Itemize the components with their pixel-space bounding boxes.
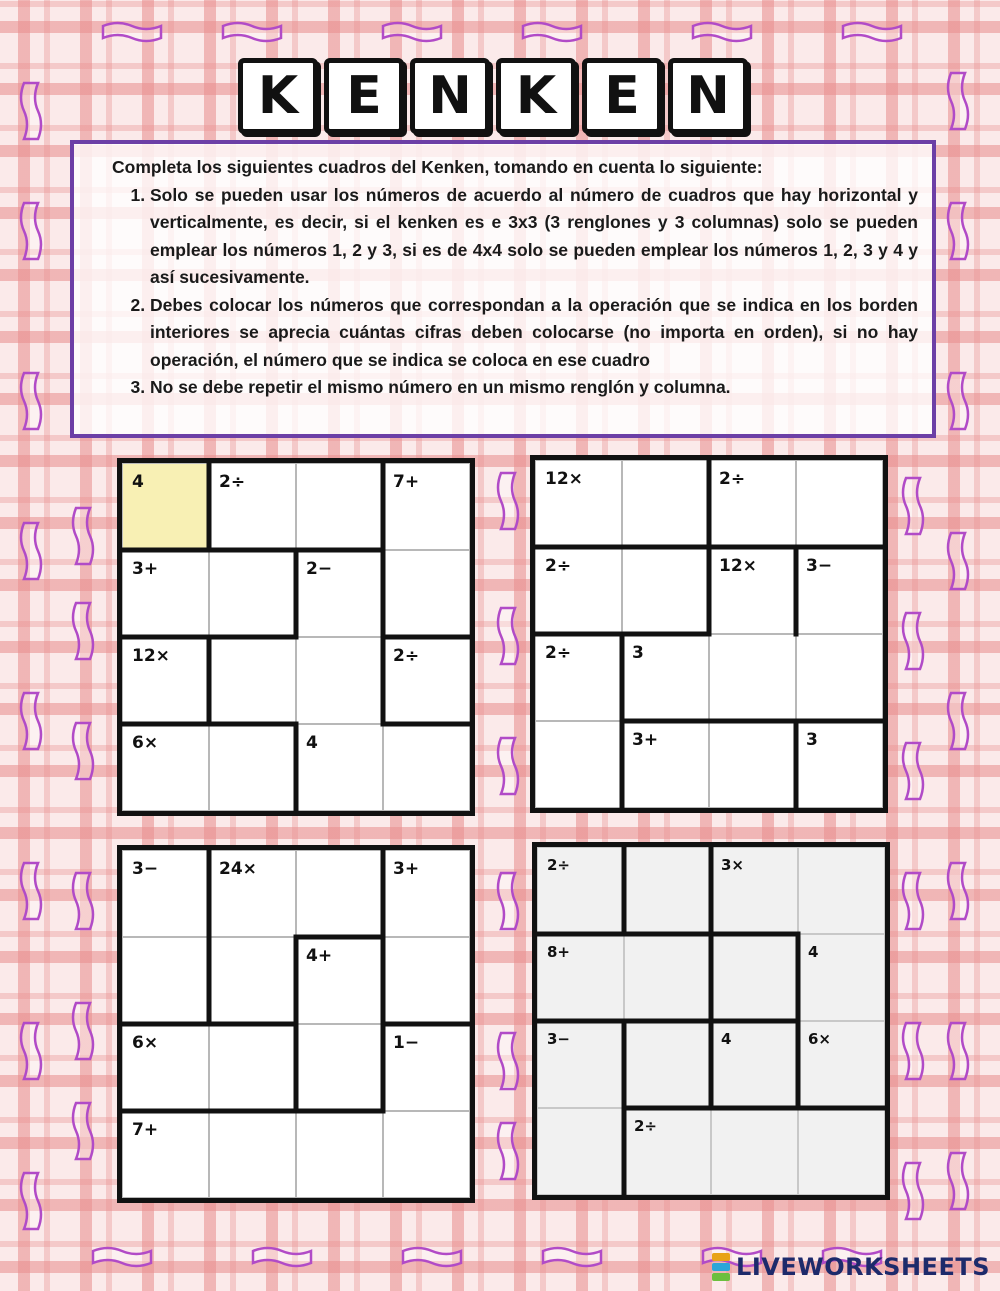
puzzle-cell[interactable]: 3+ <box>122 550 209 637</box>
puzzle-cell[interactable] <box>798 1108 885 1195</box>
puzzle-cell[interactable]: 4 <box>296 724 383 811</box>
decorative-ribbon-icon <box>495 470 521 532</box>
puzzle-grid <box>535 460 883 808</box>
title-letter: E <box>324 58 404 134</box>
puzzle-cell[interactable]: 2÷ <box>209 463 296 550</box>
puzzle-cell[interactable] <box>209 724 296 811</box>
puzzle-cell[interactable] <box>535 721 622 808</box>
title <box>238 58 748 134</box>
decorative-ribbon-icon <box>945 690 971 752</box>
puzzle-cell[interactable]: 3 <box>622 634 709 721</box>
puzzle-cell[interactable] <box>383 724 470 811</box>
puzzle-cell[interactable]: 3− <box>122 850 209 937</box>
puzzle-cell[interactable] <box>296 637 383 724</box>
puzzle-cell[interactable] <box>209 637 296 724</box>
decorative-ribbon-icon <box>900 740 926 802</box>
puzzle-grid <box>122 850 470 1198</box>
title-letter: N <box>410 58 490 134</box>
puzzle-grid <box>537 847 885 1195</box>
kenken-puzzle-3 <box>117 845 475 1203</box>
puzzle-cell[interactable]: 4 <box>122 463 209 550</box>
instructions-list <box>112 182 918 402</box>
decorative-ribbon-icon <box>495 605 521 667</box>
decorative-ribbon-icon <box>900 1160 926 1222</box>
puzzle-cell[interactable]: 12× <box>709 547 796 634</box>
puzzle-cell[interactable]: 7+ <box>122 1111 209 1198</box>
decorative-ribbon-icon <box>840 20 904 44</box>
logo-icon <box>712 1253 730 1281</box>
puzzle-cell[interactable] <box>383 550 470 637</box>
instructions-box <box>70 140 936 438</box>
decorative-ribbon-icon <box>945 860 971 922</box>
puzzle-cell[interactable] <box>537 1108 624 1195</box>
puzzle-cell[interactable] <box>796 634 883 721</box>
puzzle-cell[interactable]: 3− <box>796 547 883 634</box>
puzzle-cell[interactable] <box>622 547 709 634</box>
puzzle-cell[interactable]: 8+ <box>537 934 624 1021</box>
puzzle-cell[interactable]: 2÷ <box>535 634 622 721</box>
puzzle-cell[interactable] <box>711 934 798 1021</box>
decorative-ribbon-icon <box>400 1245 464 1269</box>
puzzle-cell[interactable]: 12× <box>122 637 209 724</box>
title-letter: K <box>238 58 318 134</box>
puzzle-cell[interactable] <box>709 721 796 808</box>
decorative-ribbon-icon <box>250 1245 314 1269</box>
decorative-ribbon-icon <box>18 200 44 262</box>
decorative-ribbon-icon <box>70 600 96 662</box>
puzzle-cell[interactable]: 2− <box>296 550 383 637</box>
decorative-ribbon-icon <box>690 20 754 44</box>
decorative-ribbon-icon <box>945 370 971 432</box>
title-letter: E <box>582 58 662 134</box>
decorative-ribbon-icon <box>18 1170 44 1232</box>
decorative-ribbon-icon <box>18 1020 44 1082</box>
decorative-ribbon-icon <box>70 1100 96 1162</box>
decorative-ribbon-icon <box>945 70 971 132</box>
decorative-ribbon-icon <box>945 200 971 262</box>
decorative-ribbon-icon <box>900 475 926 537</box>
puzzle-cell[interactable] <box>296 850 383 937</box>
puzzle-grid <box>122 463 470 811</box>
puzzle-cell[interactable]: 3+ <box>622 721 709 808</box>
decorative-ribbon-icon <box>495 735 521 797</box>
puzzle-cell[interactable]: 4+ <box>296 937 383 1024</box>
puzzle-cell[interactable]: 1− <box>383 1024 470 1111</box>
puzzle-cell[interactable] <box>383 937 470 1024</box>
instructions-intro: Completa los siguientes cuadros del Kenken, tomando en cuenta lo siguiente: <box>112 157 763 177</box>
decorative-ribbon-icon <box>220 20 284 44</box>
title-letter: N <box>668 58 748 134</box>
puzzle-cell[interactable]: 2÷ <box>383 637 470 724</box>
puzzle-cell[interactable] <box>209 937 296 1024</box>
decorative-ribbon-icon <box>900 870 926 932</box>
puzzle-cell[interactable] <box>622 460 709 547</box>
decorative-ribbon-icon <box>520 20 584 44</box>
puzzle-cell[interactable]: 3+ <box>383 850 470 937</box>
puzzle-cell[interactable] <box>798 847 885 934</box>
puzzle-cell[interactable]: 6× <box>122 1024 209 1111</box>
puzzle-cell[interactable]: 4 <box>798 934 885 1021</box>
decorative-ribbon-icon <box>70 870 96 932</box>
decorative-ribbon-icon <box>100 20 164 44</box>
puzzle-cell[interactable]: 4 <box>711 1021 798 1108</box>
puzzle-cell[interactable] <box>624 1021 711 1108</box>
puzzle-cell[interactable]: 3− <box>537 1021 624 1108</box>
puzzle-cell[interactable]: 6× <box>798 1021 885 1108</box>
decorative-ribbon-icon <box>90 1245 154 1269</box>
puzzle-cell[interactable] <box>209 1024 296 1111</box>
decorative-ribbon-icon <box>18 520 44 582</box>
puzzle-cell[interactable] <box>296 1024 383 1111</box>
decorative-ribbon-icon <box>70 720 96 782</box>
puzzle-cell[interactable] <box>296 463 383 550</box>
puzzle-cell[interactable]: 2÷ <box>624 1108 711 1195</box>
decorative-ribbon-icon <box>18 690 44 752</box>
decorative-ribbon-icon <box>945 530 971 592</box>
liveworksheets-logo <box>712 1253 990 1281</box>
puzzle-cell[interactable] <box>624 847 711 934</box>
puzzle-cell[interactable] <box>296 1111 383 1198</box>
instruction-item: 3. No se debe repetir el mismo número en un mismo renglón y columna. <box>150 374 918 402</box>
kenken-puzzle-1 <box>117 458 475 816</box>
puzzle-cell[interactable]: 2÷ <box>709 460 796 547</box>
decorative-ribbon-icon <box>495 1120 521 1182</box>
decorative-ribbon-icon <box>380 20 444 44</box>
kenken-puzzle-2 <box>530 455 888 813</box>
puzzle-cell[interactable] <box>209 1111 296 1198</box>
decorative-ribbon-icon <box>945 1150 971 1212</box>
kenken-puzzle-4 <box>532 842 890 1200</box>
puzzle-cell[interactable]: 7+ <box>383 463 470 550</box>
puzzle-cell[interactable]: 2÷ <box>537 847 624 934</box>
puzzle-cell[interactable] <box>711 1108 798 1195</box>
decorative-ribbon-icon <box>495 1030 521 1092</box>
decorative-ribbon-icon <box>70 505 96 567</box>
puzzle-cell[interactable] <box>709 634 796 721</box>
puzzle-cell[interactable]: 3 <box>796 721 883 808</box>
decorative-ribbon-icon <box>540 1245 604 1269</box>
decorative-ribbon-icon <box>900 610 926 672</box>
puzzle-cell[interactable] <box>209 550 296 637</box>
puzzle-cell[interactable] <box>796 460 883 547</box>
puzzle-cell[interactable] <box>122 937 209 1024</box>
decorative-ribbon-icon <box>18 370 44 432</box>
title-letter: K <box>496 58 576 134</box>
puzzle-cell[interactable] <box>383 1111 470 1198</box>
decorative-ribbon-icon <box>945 1020 971 1082</box>
instruction-item: 1. Solo se pueden usar los números de acuerdo al número de cuadros que hay horizontal y verticalmente, es decir, si el kenken es e 3x3 (3 renglones y 3 columnas) solo se pueden emplear los números 1, 2 y 3, si es de 4x4 solo se pueden emplear los números 1, 2, 3 y 4 y así sucesivamente. <box>150 182 918 292</box>
decorative-ribbon-icon <box>18 80 44 142</box>
puzzle-cell[interactable]: 6× <box>122 724 209 811</box>
decorative-ribbon-icon <box>900 1020 926 1082</box>
logo-text: LIVEWORKSHEETS <box>736 1253 990 1281</box>
puzzle-cell[interactable]: 12× <box>535 460 622 547</box>
instruction-item: 2. Debes colocar los números que correspondan a la operación que se indica en los borden interiores se aprecia cuántas cifras deben colocarse (no importa en orden), si no hay operación, el número que se indica se coloca en ese cuadro <box>150 292 918 375</box>
decorative-ribbon-icon <box>18 860 44 922</box>
puzzle-cell[interactable]: 24× <box>209 850 296 937</box>
puzzle-cell[interactable]: 3× <box>711 847 798 934</box>
puzzle-cell[interactable]: 2÷ <box>535 547 622 634</box>
puzzle-cell[interactable] <box>624 934 711 1021</box>
decorative-ribbon-icon <box>495 870 521 932</box>
decorative-ribbon-icon <box>70 1000 96 1062</box>
